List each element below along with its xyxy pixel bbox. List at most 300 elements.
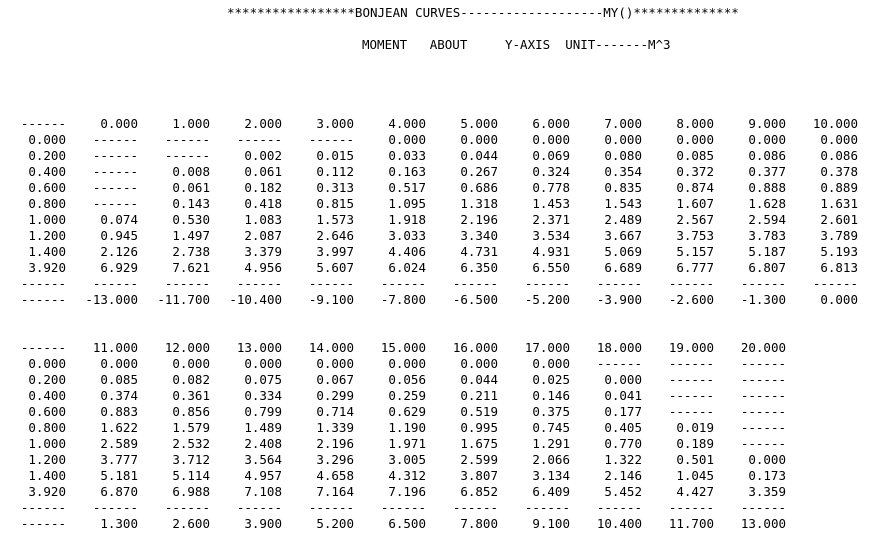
value-cell: ------ bbox=[164, 276, 210, 291]
value-cell: 14.000 bbox=[308, 340, 354, 355]
value-cell: 0.019 bbox=[676, 420, 714, 435]
value-cell: 0.313 bbox=[316, 180, 354, 195]
value-cell: 0.080 bbox=[604, 148, 642, 163]
value-cell: 5.452 bbox=[604, 484, 642, 499]
value-cell: 0.000 bbox=[532, 132, 570, 147]
row-label-cell: 0.600 bbox=[28, 180, 66, 195]
value-cell: 1.190 bbox=[388, 420, 426, 435]
value-cell: 0.770 bbox=[604, 436, 642, 451]
value-cell: 0.889 bbox=[820, 180, 858, 195]
value-cell: 2.196 bbox=[460, 212, 498, 227]
value-cell: 7.108 bbox=[244, 484, 282, 499]
value-cell: 1.083 bbox=[244, 212, 282, 227]
value-cell: 0.163 bbox=[388, 164, 426, 179]
row-label-cell: ------ bbox=[20, 116, 66, 131]
value-cell: 6.350 bbox=[460, 260, 498, 275]
value-cell: 0.000 bbox=[244, 356, 282, 371]
row-label-cell: ------ bbox=[20, 292, 66, 307]
value-cell: 0.061 bbox=[244, 164, 282, 179]
value-cell: 20.000 bbox=[740, 340, 786, 355]
value-cell: 5.000 bbox=[460, 116, 498, 131]
table-row bbox=[0, 212, 882, 228]
value-cell: 0.177 bbox=[604, 404, 642, 419]
value-cell: 0.112 bbox=[316, 164, 354, 179]
value-cell: 10.400 bbox=[596, 516, 642, 531]
value-cell: 1.918 bbox=[388, 212, 426, 227]
value-cell: 0.361 bbox=[172, 388, 210, 403]
value-cell: 1.573 bbox=[316, 212, 354, 227]
row-label-cell: 1.000 bbox=[28, 436, 66, 451]
value-cell: 2.532 bbox=[172, 436, 210, 451]
value-cell: 0.044 bbox=[460, 372, 498, 387]
table-row bbox=[0, 372, 882, 388]
value-cell: 2.087 bbox=[244, 228, 282, 243]
value-cell: 4.957 bbox=[244, 468, 282, 483]
value-cell: 4.731 bbox=[460, 244, 498, 259]
value-cell: -6.500 bbox=[452, 292, 498, 307]
row-label-cell: 0.200 bbox=[28, 148, 66, 163]
value-cell: 0.082 bbox=[172, 372, 210, 387]
value-cell: 12.000 bbox=[164, 340, 210, 355]
value-cell: 0.086 bbox=[748, 148, 786, 163]
value-cell: 0.334 bbox=[244, 388, 282, 403]
value-cell: 0.000 bbox=[676, 132, 714, 147]
value-cell: 6.000 bbox=[532, 116, 570, 131]
value-cell: -2.600 bbox=[668, 292, 714, 307]
value-cell: 0.000 bbox=[820, 132, 858, 147]
value-cell: 7.800 bbox=[460, 516, 498, 531]
value-cell: ------ bbox=[668, 404, 714, 419]
value-cell: -9.100 bbox=[308, 292, 354, 307]
value-cell: 0.324 bbox=[532, 164, 570, 179]
row-label-cell: 0.000 bbox=[28, 356, 66, 371]
value-cell: 5.114 bbox=[172, 468, 210, 483]
value-cell: 5.193 bbox=[820, 244, 858, 259]
value-cell: 0.067 bbox=[316, 372, 354, 387]
value-cell: 2.567 bbox=[676, 212, 714, 227]
value-cell: 19.000 bbox=[668, 340, 714, 355]
value-cell: ------ bbox=[236, 500, 282, 515]
value-cell: 0.883 bbox=[100, 404, 138, 419]
table-row bbox=[0, 260, 882, 276]
value-cell: ------ bbox=[92, 500, 138, 515]
value-cell: 0.995 bbox=[460, 420, 498, 435]
value-cell: 1.497 bbox=[172, 228, 210, 243]
value-cell: 1.318 bbox=[460, 196, 498, 211]
value-cell: 0.000 bbox=[820, 292, 858, 307]
value-cell: ------ bbox=[596, 356, 642, 371]
value-cell: -5.200 bbox=[524, 292, 570, 307]
value-cell: ------ bbox=[452, 276, 498, 291]
value-cell: ------ bbox=[92, 164, 138, 179]
value-cell: 0.000 bbox=[100, 356, 138, 371]
row-label-cell: 0.200 bbox=[28, 372, 66, 387]
value-cell: 6.807 bbox=[748, 260, 786, 275]
value-cell: 6.813 bbox=[820, 260, 858, 275]
value-cell: ------ bbox=[308, 500, 354, 515]
value-cell: 5.607 bbox=[316, 260, 354, 275]
value-cell: 3.534 bbox=[532, 228, 570, 243]
value-cell: ------ bbox=[452, 500, 498, 515]
row-label-cell: 0.400 bbox=[28, 388, 66, 403]
row-label-cell: 0.800 bbox=[28, 196, 66, 211]
value-cell: 0.041 bbox=[604, 388, 642, 403]
value-cell: 6.988 bbox=[172, 484, 210, 499]
value-cell: 6.500 bbox=[388, 516, 426, 531]
value-cell: 0.173 bbox=[748, 468, 786, 483]
value-cell: 0.374 bbox=[100, 388, 138, 403]
table-row bbox=[0, 148, 882, 164]
value-cell: 2.594 bbox=[748, 212, 786, 227]
value-cell: 3.667 bbox=[604, 228, 642, 243]
value-cell: 13.000 bbox=[236, 340, 282, 355]
value-cell: 7.000 bbox=[604, 116, 642, 131]
value-cell: 1.322 bbox=[604, 452, 642, 467]
value-cell: 2.196 bbox=[316, 436, 354, 451]
value-cell: 3.789 bbox=[820, 228, 858, 243]
value-cell: 3.564 bbox=[244, 452, 282, 467]
table-row bbox=[0, 404, 882, 420]
value-cell: 6.929 bbox=[100, 260, 138, 275]
table-row bbox=[0, 164, 882, 180]
value-cell: 11.000 bbox=[92, 340, 138, 355]
value-cell: 2.601 bbox=[820, 212, 858, 227]
value-cell: 1.339 bbox=[316, 420, 354, 435]
value-cell: 0.075 bbox=[244, 372, 282, 387]
value-cell: 0.000 bbox=[532, 356, 570, 371]
value-cell: 3.807 bbox=[460, 468, 498, 483]
row-label-cell: 0.400 bbox=[28, 164, 66, 179]
value-cell: ------ bbox=[236, 132, 282, 147]
value-cell: 0.182 bbox=[244, 180, 282, 195]
value-cell: 9.100 bbox=[532, 516, 570, 531]
value-cell: 0.000 bbox=[388, 356, 426, 371]
value-cell: 2.646 bbox=[316, 228, 354, 243]
value-cell: 3.005 bbox=[388, 452, 426, 467]
value-cell: 0.211 bbox=[460, 388, 498, 403]
table-row bbox=[0, 196, 882, 212]
value-cell: 0.025 bbox=[532, 372, 570, 387]
value-cell: 13.000 bbox=[740, 516, 786, 531]
value-cell: ------ bbox=[668, 276, 714, 291]
value-cell: 0.085 bbox=[100, 372, 138, 387]
value-cell: 0.629 bbox=[388, 404, 426, 419]
value-cell: 18.000 bbox=[596, 340, 642, 355]
value-cell: 4.931 bbox=[532, 244, 570, 259]
value-cell: 5.181 bbox=[100, 468, 138, 483]
value-cell: 3.783 bbox=[748, 228, 786, 243]
value-cell: 1.095 bbox=[388, 196, 426, 211]
value-cell: 1.579 bbox=[172, 420, 210, 435]
value-cell: 0.299 bbox=[316, 388, 354, 403]
value-cell: 15.000 bbox=[380, 340, 426, 355]
value-cell: 6.852 bbox=[460, 484, 498, 499]
value-cell: 0.008 bbox=[172, 164, 210, 179]
value-cell: 6.777 bbox=[676, 260, 714, 275]
row-label-cell: ------ bbox=[20, 516, 66, 531]
value-cell: 0.778 bbox=[532, 180, 570, 195]
table-row bbox=[0, 452, 882, 468]
value-cell: 5.157 bbox=[676, 244, 714, 259]
value-cell: 4.956 bbox=[244, 260, 282, 275]
value-cell: ------ bbox=[524, 276, 570, 291]
value-cell: ------ bbox=[380, 276, 426, 291]
value-cell: 3.900 bbox=[244, 516, 282, 531]
table-row bbox=[0, 356, 882, 372]
value-cell: -3.900 bbox=[596, 292, 642, 307]
value-cell: 0.000 bbox=[604, 372, 642, 387]
value-cell: 1.607 bbox=[676, 196, 714, 211]
value-cell: ------ bbox=[740, 276, 786, 291]
value-cell: 1.971 bbox=[388, 436, 426, 451]
value-cell: ------ bbox=[668, 500, 714, 515]
value-cell: 10.000 bbox=[812, 116, 858, 131]
value-cell: ------ bbox=[668, 356, 714, 371]
row-label-cell: 1.000 bbox=[28, 212, 66, 227]
value-cell: ------ bbox=[740, 356, 786, 371]
value-cell: ------ bbox=[740, 404, 786, 419]
value-cell: 3.033 bbox=[388, 228, 426, 243]
table-row bbox=[0, 388, 882, 404]
value-cell: ------ bbox=[164, 148, 210, 163]
value-cell: 4.406 bbox=[388, 244, 426, 259]
value-cell: ------ bbox=[740, 372, 786, 387]
table-row bbox=[0, 420, 882, 436]
table-row bbox=[0, 484, 882, 500]
value-cell: 2.066 bbox=[532, 452, 570, 467]
value-cell: 17.000 bbox=[524, 340, 570, 355]
value-cell: 2.600 bbox=[172, 516, 210, 531]
value-cell: ------ bbox=[812, 276, 858, 291]
value-cell: 0.000 bbox=[100, 116, 138, 131]
value-cell: ------ bbox=[308, 276, 354, 291]
value-cell: ------ bbox=[92, 196, 138, 211]
table-row bbox=[0, 132, 882, 148]
value-cell: 0.056 bbox=[388, 372, 426, 387]
value-cell: 5.069 bbox=[604, 244, 642, 259]
value-cell: 3.753 bbox=[676, 228, 714, 243]
value-cell: 6.550 bbox=[532, 260, 570, 275]
row-label-cell: 3.920 bbox=[28, 260, 66, 275]
value-cell: 6.870 bbox=[100, 484, 138, 499]
value-cell: 0.000 bbox=[748, 452, 786, 467]
value-cell: 0.377 bbox=[748, 164, 786, 179]
table-footer-row bbox=[0, 292, 882, 308]
value-cell: 0.945 bbox=[100, 228, 138, 243]
value-cell: -11.700 bbox=[157, 292, 210, 307]
value-cell: 6.024 bbox=[388, 260, 426, 275]
value-cell: 0.000 bbox=[748, 132, 786, 147]
value-cell: 1.631 bbox=[820, 196, 858, 211]
value-cell: ------ bbox=[740, 388, 786, 403]
value-cell: -10.400 bbox=[229, 292, 282, 307]
value-cell: 0.874 bbox=[676, 180, 714, 195]
row-label-cell: 1.400 bbox=[28, 468, 66, 483]
value-cell: 5.200 bbox=[316, 516, 354, 531]
value-cell: 0.044 bbox=[460, 148, 498, 163]
value-cell: -7.800 bbox=[380, 292, 426, 307]
value-cell: 0.002 bbox=[244, 148, 282, 163]
table-row bbox=[0, 228, 882, 244]
value-cell: 0.378 bbox=[820, 164, 858, 179]
value-cell: 1.628 bbox=[748, 196, 786, 211]
row-label-cell: 1.200 bbox=[28, 228, 66, 243]
value-cell: 0.714 bbox=[316, 404, 354, 419]
value-cell: ------ bbox=[668, 388, 714, 403]
value-cell: 3.359 bbox=[748, 484, 786, 499]
value-cell: 0.000 bbox=[460, 132, 498, 147]
value-cell: 0.000 bbox=[172, 356, 210, 371]
value-cell: 3.296 bbox=[316, 452, 354, 467]
value-cell: ------ bbox=[92, 180, 138, 195]
value-cell: 1.543 bbox=[604, 196, 642, 211]
value-cell: 0.069 bbox=[532, 148, 570, 163]
value-cell: 4.427 bbox=[676, 484, 714, 499]
value-cell: 4.000 bbox=[388, 116, 426, 131]
value-cell: 0.189 bbox=[676, 436, 714, 451]
row-label-cell: 0.600 bbox=[28, 404, 66, 419]
value-cell: 3.997 bbox=[316, 244, 354, 259]
value-cell: 0.501 bbox=[676, 452, 714, 467]
value-cell: 1.453 bbox=[532, 196, 570, 211]
row-label-cell: ------ bbox=[20, 340, 66, 355]
value-cell: 11.700 bbox=[668, 516, 714, 531]
value-cell: 0.267 bbox=[460, 164, 498, 179]
value-cell: 0.519 bbox=[460, 404, 498, 419]
value-cell: 0.015 bbox=[316, 148, 354, 163]
value-cell: 0.405 bbox=[604, 420, 642, 435]
value-cell: ------ bbox=[92, 276, 138, 291]
value-cell: 0.856 bbox=[172, 404, 210, 419]
value-cell: ------ bbox=[524, 500, 570, 515]
value-cell: 2.408 bbox=[244, 436, 282, 451]
value-cell: 0.517 bbox=[388, 180, 426, 195]
value-cell: 1.300 bbox=[100, 516, 138, 531]
row-label-cell: 1.400 bbox=[28, 244, 66, 259]
table-row bbox=[0, 244, 882, 260]
value-cell: ------ bbox=[92, 132, 138, 147]
value-cell: 0.146 bbox=[532, 388, 570, 403]
value-cell: 3.340 bbox=[460, 228, 498, 243]
value-cell: 0.799 bbox=[244, 404, 282, 419]
report-subtitle: MOMENT ABOUT Y-AXIS UNIT-------M^3 bbox=[362, 37, 671, 52]
value-cell: 2.589 bbox=[100, 436, 138, 451]
value-cell: 3.712 bbox=[172, 452, 210, 467]
value-cell: 6.409 bbox=[532, 484, 570, 499]
value-cell: 2.371 bbox=[532, 212, 570, 227]
value-cell: -1.300 bbox=[740, 292, 786, 307]
value-cell: ------ bbox=[596, 500, 642, 515]
value-cell: 2.489 bbox=[604, 212, 642, 227]
value-cell: 7.621 bbox=[172, 260, 210, 275]
value-cell: 0.085 bbox=[676, 148, 714, 163]
value-cell: 0.815 bbox=[316, 196, 354, 211]
row-label-cell: 0.800 bbox=[28, 420, 66, 435]
value-cell: 16.000 bbox=[452, 340, 498, 355]
table-header-row bbox=[0, 116, 882, 132]
value-cell: 0.000 bbox=[604, 132, 642, 147]
table-row bbox=[0, 436, 882, 452]
value-cell: 0.074 bbox=[100, 212, 138, 227]
value-cell: 0.033 bbox=[388, 148, 426, 163]
value-cell: 6.689 bbox=[604, 260, 642, 275]
row-label-cell: 1.200 bbox=[28, 452, 66, 467]
value-cell: 1.045 bbox=[676, 468, 714, 483]
value-cell: 8.000 bbox=[676, 116, 714, 131]
value-cell: 3.379 bbox=[244, 244, 282, 259]
value-cell: 1.622 bbox=[100, 420, 138, 435]
table-row bbox=[0, 468, 882, 484]
value-cell: 1.675 bbox=[460, 436, 498, 451]
value-cell: 0.530 bbox=[172, 212, 210, 227]
table-footer-row bbox=[0, 516, 882, 532]
value-cell: 4.658 bbox=[316, 468, 354, 483]
value-cell: 9.000 bbox=[748, 116, 786, 131]
value-cell: 0.000 bbox=[388, 132, 426, 147]
value-cell: 0.000 bbox=[316, 356, 354, 371]
value-cell: ------ bbox=[740, 420, 786, 435]
value-cell: 4.312 bbox=[388, 468, 426, 483]
value-cell: ------ bbox=[596, 276, 642, 291]
table-header-row bbox=[0, 340, 882, 356]
value-cell: ------ bbox=[236, 276, 282, 291]
value-cell: ------ bbox=[380, 500, 426, 515]
value-cell: -13.000 bbox=[85, 292, 138, 307]
value-cell: 2.738 bbox=[172, 244, 210, 259]
value-cell: 0.745 bbox=[532, 420, 570, 435]
value-cell: 3.777 bbox=[100, 452, 138, 467]
separator-row bbox=[0, 276, 882, 292]
value-cell: ------ bbox=[164, 500, 210, 515]
value-cell: ------ bbox=[668, 372, 714, 387]
value-cell: 0.086 bbox=[820, 148, 858, 163]
value-cell: 3.000 bbox=[316, 116, 354, 131]
value-cell: ------ bbox=[740, 500, 786, 515]
value-cell: 2.599 bbox=[460, 452, 498, 467]
row-label-cell: ------ bbox=[20, 276, 66, 291]
value-cell: 1.489 bbox=[244, 420, 282, 435]
value-cell: 0.686 bbox=[460, 180, 498, 195]
value-cell: 1.000 bbox=[172, 116, 210, 131]
value-cell: 0.000 bbox=[460, 356, 498, 371]
value-cell: 0.259 bbox=[388, 388, 426, 403]
value-cell: 5.187 bbox=[748, 244, 786, 259]
value-cell: 3.134 bbox=[532, 468, 570, 483]
value-cell: ------ bbox=[308, 132, 354, 147]
value-cell: 1.291 bbox=[532, 436, 570, 451]
value-cell: 0.835 bbox=[604, 180, 642, 195]
value-cell: 2.000 bbox=[244, 116, 282, 131]
value-cell: 0.888 bbox=[748, 180, 786, 195]
value-cell: 2.146 bbox=[604, 468, 642, 483]
value-cell: 7.164 bbox=[316, 484, 354, 499]
value-cell: 0.375 bbox=[532, 404, 570, 419]
separator-row bbox=[0, 500, 882, 516]
value-cell: 2.126 bbox=[100, 244, 138, 259]
value-cell: ------ bbox=[740, 436, 786, 451]
value-cell: 0.143 bbox=[172, 196, 210, 211]
row-label-cell: 3.920 bbox=[28, 484, 66, 499]
report-title: *****************BONJEAN CURVES-------------------MY()************** bbox=[227, 5, 739, 20]
table-row bbox=[0, 180, 882, 196]
value-cell: ------ bbox=[164, 132, 210, 147]
value-cell: 0.372 bbox=[676, 164, 714, 179]
value-cell: ------ bbox=[92, 148, 138, 163]
value-cell: 7.196 bbox=[388, 484, 426, 499]
row-label-cell: 0.000 bbox=[28, 132, 66, 147]
value-cell: 0.061 bbox=[172, 180, 210, 195]
row-label-cell: ------ bbox=[20, 500, 66, 515]
